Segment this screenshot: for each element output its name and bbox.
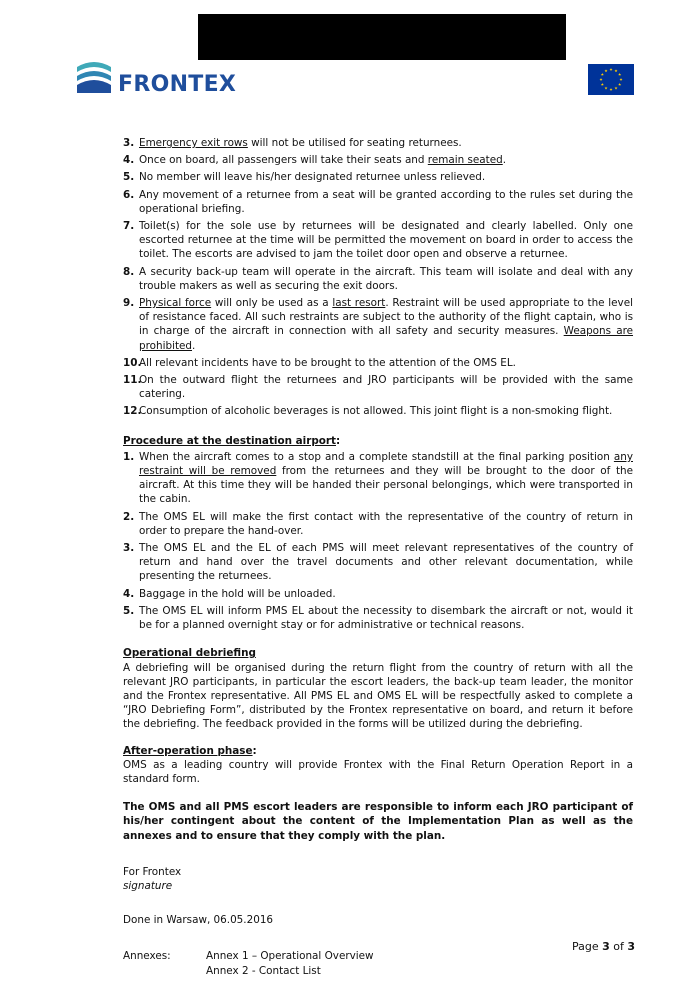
list-item-text: No member will leave his/her designated returnee unless relieved. [139, 171, 486, 184]
list-item-text: Baggage in the hold will be unloaded. [139, 587, 336, 600]
list-item-number: 12. [123, 405, 142, 418]
eu-flag-icon [588, 64, 634, 95]
list-item [123, 136, 633, 150]
list-item-text: . Restraint will be used appropriate to the level of resistance faced. All such restraints are subject to the authority of the flight captain, who is in charge of the aircraft in connection with all safety and security measures. [139, 297, 633, 338]
rules-list [123, 136, 633, 419]
debriefing-text: A debriefing will be organised during the return flight from the country of return with all the relevant JRO participants, in particular the escort leaders, the back-up team leader, the monitor and the Frontex representative. All PMS EL and OMS EL will be respectfully asked to complete a “JRO Debriefing Form”, distributed by the Frontex representative on board, and return it before the debriefing. The feedback provided in the forms will be utilized during the debriefing. [123, 661, 633, 731]
list-item [123, 604, 633, 632]
list-item-text: The OMS EL will inform PMS EL about the necessity to disembark the aircraft or not, would it be for a planned overnight stay or for administrative or technical reasons. [139, 604, 633, 632]
list-item-text: Once on board, all passengers will take their seats and [139, 154, 428, 167]
frontex-logo-mark-icon [76, 58, 112, 96]
list-item-number: 3. [123, 137, 135, 149]
list-item-number: 2. [123, 510, 135, 523]
underlined-text: last resort [332, 297, 386, 310]
frontex-logo-text: FRONTEX [118, 72, 237, 97]
list-item-number: 5. [123, 171, 135, 184]
list-item [123, 265, 633, 293]
list-item [123, 296, 633, 353]
list-item-number: 6. [123, 188, 135, 201]
destination-procedure-list [123, 450, 633, 632]
destination-heading: Procedure at the destination airport: [123, 434, 341, 447]
page-number: Page 3 of 3 [572, 940, 636, 953]
list-item [123, 587, 633, 601]
responsibility-statement: The OMS and all PMS escort leaders are responsible to inform each JRO participant of his/her contingent about the content of the Implementation Plan as well as the annexes and to ensure that they comply with the plan. [123, 801, 633, 842]
list-item-text: When the aircraft comes to a stop and a complete standstill at the final parking position [139, 450, 614, 463]
underlined-text: remain seated [427, 154, 503, 167]
list-item-text: . [192, 339, 196, 352]
list-item-number: 11. [123, 374, 142, 387]
list-item-number: 4. [123, 154, 135, 167]
list-item-number: 3. [123, 542, 135, 555]
underlined-text: any restraint will be removed [139, 450, 633, 478]
annexes-label: Annexes: [123, 950, 171, 963]
list-item-text: The OMS EL will make the first contact with the representative of the country of return in order to prepare the hand-over. [139, 510, 633, 537]
for-frontex-label: For Frontex [123, 865, 182, 878]
underlined-text: Weapons are prohibited [139, 325, 634, 352]
list-item [123, 450, 633, 507]
after-operation-heading: After-operation phase: [123, 744, 257, 757]
list-item [123, 219, 633, 262]
list-item [123, 356, 633, 370]
annex-item: Annex 1 – Operational Overview [206, 950, 374, 963]
list-item-text: On the outward flight the returnees and JRO participants will be provided with the same catering. [139, 374, 633, 401]
annexes-block [123, 949, 633, 977]
list-item-number: 1. [123, 450, 135, 463]
redaction-block [198, 14, 566, 60]
list-item [123, 153, 633, 167]
list-item-number: 7. [123, 220, 135, 233]
list-item-text: will only be used as a [211, 297, 333, 310]
list-item-text: The OMS EL and the EL of each PMS will meet relevant representatives of the country of return and hand over the travel documents and other relevant documentation, while presenting the returnees. [139, 542, 633, 583]
list-item [123, 541, 633, 584]
list-item-number: 10. [123, 356, 142, 369]
list-item [123, 373, 633, 401]
list-item [123, 188, 633, 216]
list-item [123, 170, 633, 184]
list-item-number: 9. [123, 297, 135, 310]
list-item-text: will not be utilised for seating returnees. [247, 137, 462, 149]
debriefing-heading: Operational debriefing [123, 647, 256, 660]
list-item-number: 4. [123, 587, 135, 600]
done-in-line: Done in Warsaw, 06.05.2016 [123, 914, 274, 927]
after-operation-text: OMS as a leading country will provide Frontex with the Final Return Operation Report in a standard form. [123, 758, 633, 785]
list-item-text: from the returnees and they will be brought to the door of the aircraft. At this time they will be handed their personal belongings, which were transported in the cabin. [139, 465, 634, 506]
underlined-text: Emergency exit rows [139, 137, 248, 149]
list-item-text: Toilet(s) for the sole use by returnees will be designated and clearly labelled. Only one escorted returnee at the time will be permitted the movement on board in order to access the toilet. The escorts are advised to jam the toilet door open and observe a returnee. [139, 220, 633, 261]
list-item-text: A security back-up team will operate in the aircraft. This team will isolate and deal with any trouble makers as well as securing the exit doors. [139, 265, 633, 292]
list-item-text: All relevant incidents have to be brought to the attention of the OMS EL. [139, 356, 516, 369]
annex-item: Annex 2 - Contact List [206, 964, 321, 977]
list-item-text: . [502, 154, 507, 167]
document-body [123, 136, 636, 978]
list-item-text: Any movement of a returnee from a seat will be granted according to the rules set during the operational briefing. [139, 188, 633, 215]
list-item [123, 404, 633, 418]
list-item-text: Consumption of alcoholic beverages is not allowed. This joint flight is a non-smoking flight. [139, 405, 613, 418]
list-item-number: 8. [123, 265, 135, 278]
list-item-number: 5. [123, 604, 135, 617]
underlined-text: Physical force [139, 297, 212, 310]
list-item [123, 510, 633, 538]
signature-placeholder: signature [123, 879, 173, 892]
